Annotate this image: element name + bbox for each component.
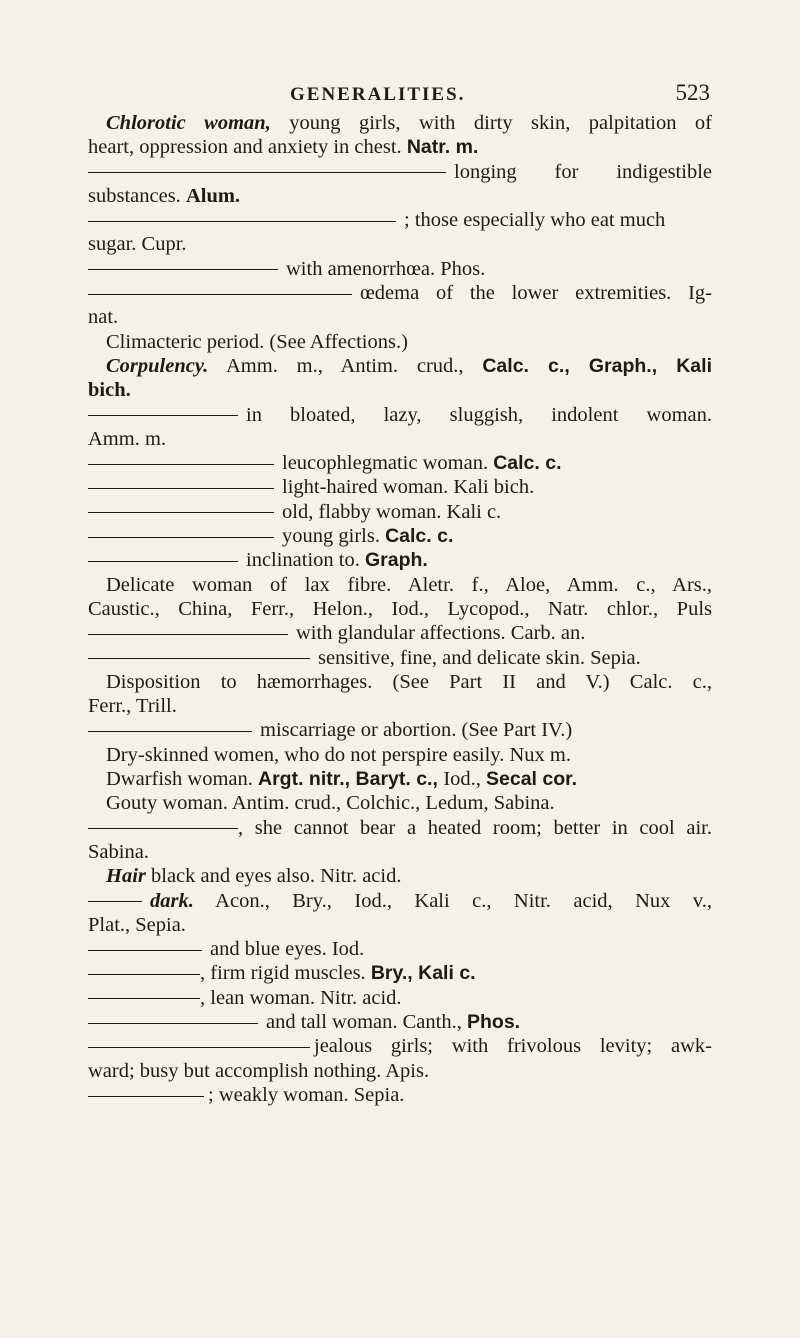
entry-text: substances.	[88, 184, 186, 207]
entry-text: Ferr., Trill.	[88, 695, 177, 718]
entry-text	[150, 889, 712, 913]
entry-text: leucophlegmatic woman.	[282, 452, 494, 475]
ditto-dash	[88, 512, 274, 513]
entry-line	[88, 232, 712, 256]
ditto-dash	[88, 998, 200, 999]
section-title: GENERALITIES.	[290, 84, 466, 105]
entry-line	[88, 1034, 712, 1058]
entry-line	[88, 816, 712, 840]
entry-text: light-haired woman. Kali bich.	[282, 476, 535, 499]
entry-line	[88, 451, 712, 475]
entry-text: young girls, with dirty skin, palpitation of	[270, 112, 712, 134]
ditto-dash	[88, 1047, 310, 1048]
entry-text: Dry-skinned women, who do not perspire easily. Nux m.	[106, 743, 571, 766]
ditto-dash	[88, 294, 352, 295]
entry-text: Dwarfish woman.	[106, 768, 259, 791]
entry-line	[88, 694, 712, 718]
entry-line	[88, 208, 712, 232]
entry-text: Sabina.	[88, 840, 149, 863]
entry-text: sugar. Cupr.	[88, 233, 187, 256]
entry-text: œdema of the lower extremities. Ig-	[360, 282, 712, 305]
entry-text	[246, 548, 712, 572]
page-number: 523	[675, 80, 710, 105]
entry-line	[88, 111, 712, 135]
entry-line	[88, 403, 712, 427]
entry-text: Amm. m.	[88, 427, 167, 450]
entry-line	[88, 791, 712, 815]
entry-text: heart, oppression and anxiety in chest.	[88, 136, 407, 159]
entry-line	[88, 500, 712, 524]
entry-line	[88, 135, 712, 159]
entry-heading: dark.	[150, 889, 194, 912]
entry-line	[88, 330, 712, 354]
entry-text: Plat., Sepia.	[88, 913, 186, 936]
entry-text: young girls.	[282, 525, 386, 548]
entry-line	[88, 621, 712, 645]
ditto-dash	[88, 172, 446, 173]
entry-text: Delicate woman of lax fibre. Aletr. f., Aloe, Amm. c., Ars.,	[106, 573, 712, 596]
entry-line	[88, 160, 712, 184]
ditto-dash	[88, 634, 288, 635]
entry-line	[88, 889, 712, 913]
entry-line	[88, 767, 712, 791]
ditto-dash	[88, 901, 142, 902]
entry-heading: Hair	[106, 865, 146, 888]
remedy-emphasis: bich.	[88, 379, 131, 402]
entry-line	[88, 524, 712, 548]
ditto-dash	[88, 974, 200, 975]
entry-text: ; those especially who eat much	[404, 209, 666, 232]
entry-text: longing for indigestible	[454, 160, 712, 183]
entry-line	[88, 864, 712, 888]
entry-text: Climacteric period. (See Affections.)	[106, 330, 408, 353]
entry-line	[88, 305, 712, 329]
remedy-emphasis: Secal cor.	[486, 768, 578, 791]
ditto-dash	[88, 415, 238, 416]
ditto-dash	[88, 1023, 258, 1024]
entry-text: old, flabby woman. Kali c.	[282, 500, 502, 523]
entry-line	[88, 378, 712, 402]
entry-line	[88, 961, 712, 985]
entry-line	[88, 475, 712, 499]
entry-line	[88, 986, 712, 1010]
entry-line	[88, 1083, 712, 1107]
entry-text	[266, 1010, 712, 1034]
entry-text: , lean woman. Nitr. acid.	[200, 986, 402, 1009]
entry-text: and tall woman. Canth.,	[266, 1010, 467, 1033]
entry-text: Gouty woman. Antim. crud., Colchic., Ledum, Sabina.	[106, 792, 555, 815]
remedy-emphasis: Natr. m.	[406, 136, 479, 159]
entry-line	[88, 913, 712, 937]
entry-line	[88, 1010, 712, 1034]
entry-line	[88, 281, 712, 305]
ditto-dash	[88, 269, 278, 270]
entry-line	[88, 427, 712, 451]
ditto-dash	[88, 731, 252, 732]
entry-text: Amm. m., Antim. crud.,	[208, 354, 483, 377]
running-head	[0, 78, 800, 108]
ditto-dash	[88, 1096, 204, 1097]
entry-line	[88, 937, 712, 961]
entry-line	[88, 670, 712, 694]
entry-text: with amenorrhœa. Phos.	[286, 257, 486, 280]
entry-text: Acon., Bry., Iod., Kali c., Nitr. acid, Nux v.,	[193, 889, 712, 912]
remedy-emphasis: Alum.	[185, 184, 241, 207]
entry-line	[88, 548, 712, 572]
entry-heading: Chlorotic woman,	[106, 112, 271, 134]
entry-line	[88, 257, 712, 281]
remedy-emphasis: Calc. c., Graph., Kali	[482, 354, 712, 377]
entry-line	[88, 184, 712, 208]
entry-line	[88, 573, 712, 597]
ditto-dash	[88, 537, 274, 538]
entry-text: and blue eyes. Iod.	[210, 938, 365, 961]
entry-text: ; weakly woman. Sepia.	[208, 1083, 405, 1106]
entry-text: in bloated, lazy, sluggish, indolent woman.	[246, 403, 712, 426]
remedy-emphasis: Calc. c.	[385, 525, 454, 548]
body-text	[88, 111, 712, 1107]
remedy-emphasis: Bry., Kali c.	[370, 962, 476, 985]
entry-text: inclination to.	[246, 549, 365, 572]
ditto-dash	[88, 950, 202, 951]
entry-line	[88, 840, 712, 864]
entry-text	[282, 451, 712, 475]
entry-text: jealous girls; with frivolous levity; awk-	[314, 1035, 712, 1058]
entry-line	[88, 646, 712, 670]
entry-text: Disposition to hæmorrhages. (See Part II and V.) Calc. c.,	[106, 670, 712, 693]
remedy-emphasis: Argt. nitr., Baryt. c.,	[258, 768, 444, 791]
entry-text: with glandular affections. Carb. an.	[296, 622, 586, 645]
entry-line	[88, 1059, 712, 1083]
entry-text	[282, 524, 712, 548]
ditto-dash	[88, 464, 274, 465]
entry-line	[88, 597, 712, 621]
ditto-dash	[88, 828, 238, 829]
entry-text	[200, 961, 712, 985]
ditto-dash	[88, 658, 310, 659]
ditto-dash	[88, 221, 396, 222]
remedy-emphasis: Phos.	[466, 1010, 521, 1033]
entry-text: sensitive, fine, and delicate skin. Sepia.	[318, 646, 641, 669]
entry-line	[88, 718, 712, 742]
entry-text: , she cannot bear a heated room; better in cool air.	[238, 816, 712, 839]
entry-line	[88, 743, 712, 767]
entry-text: Caustic., China, Ferr., Helon., Iod., Lycopod., Natr. chlor., Puls	[88, 597, 712, 620]
ditto-dash	[88, 561, 238, 562]
remedy-emphasis: Graph.	[365, 549, 428, 572]
ditto-dash	[88, 488, 274, 489]
remedy-emphasis: Calc. c.	[493, 452, 562, 475]
entry-text: , firm rigid muscles.	[200, 962, 371, 985]
entry-text: miscarriage or abortion. (See Part IV.)	[260, 719, 573, 742]
entry-text: black and eyes also. Nitr. acid.	[145, 865, 402, 888]
entry-heading: Corpulency.	[106, 354, 209, 377]
entry-text: ward; busy but accomplish nothing. Apis.	[88, 1059, 430, 1082]
entry-text: nat.	[88, 306, 119, 329]
entry-line	[88, 354, 712, 378]
entry-text: Iod.,	[443, 768, 487, 791]
